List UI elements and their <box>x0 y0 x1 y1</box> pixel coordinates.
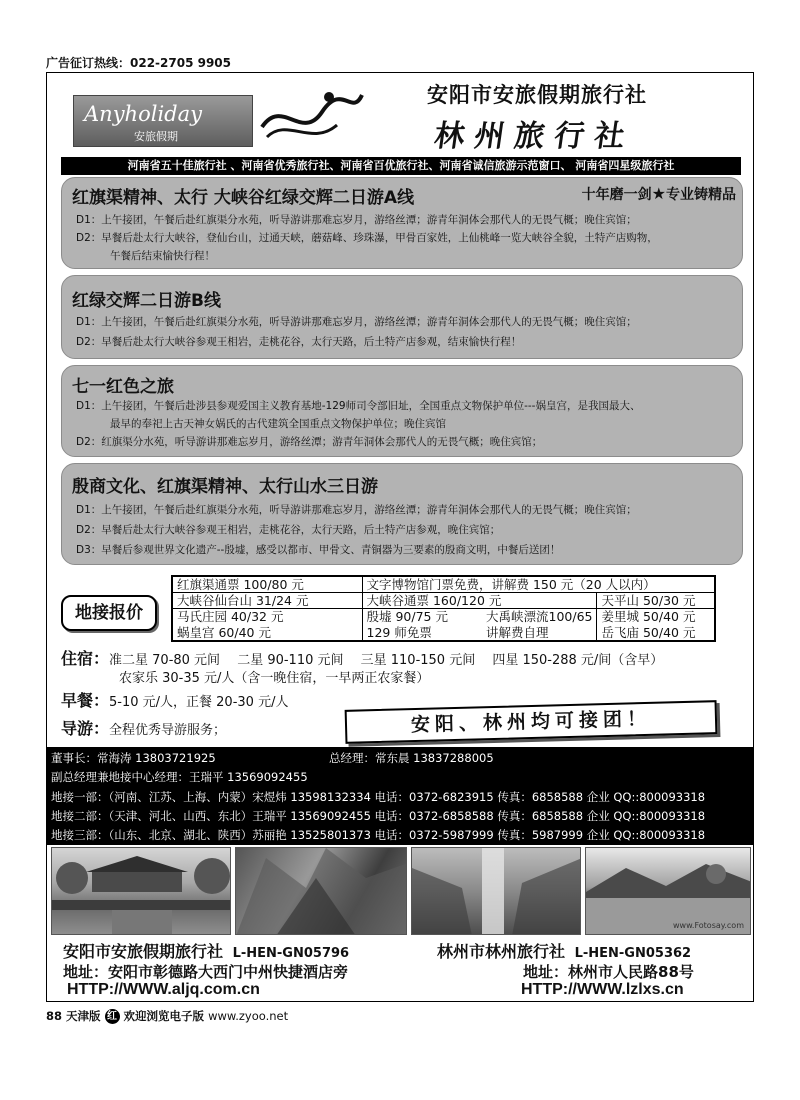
slogan-part-b: 专业铸精品 <box>666 187 736 203</box>
price-label: 地接报价 <box>61 595 157 631</box>
price-cell: 129 师免票 <box>362 625 482 641</box>
ad-frame <box>46 72 754 1002</box>
table-row <box>172 576 715 593</box>
runner-swoosh-icon <box>257 87 367 147</box>
footer-left-name <box>63 939 349 962</box>
price-cell: 马氏庄园 40/32 元 <box>172 609 362 625</box>
pickup-stamp: 安阳、林州均可接团！ <box>345 700 718 744</box>
route-a-day2-cont: 午餐后结束愉快行程！ <box>110 250 215 262</box>
route-3day-day1: D1：上午接团，午餐后赴红旗渠分水苑，听导游讲那难忘岁月，游络丝潭；游青年洞体会那代人的无畏气概；晚住宾馆； <box>76 504 637 516</box>
slogan-part-a: 十年磨一剑 <box>581 187 652 203</box>
photo-cliff <box>235 847 407 935</box>
guide-label: 导游： <box>61 719 110 738</box>
page-number: 88 天津版 <box>46 1009 101 1023</box>
price-cell: 红旗渠通票 100/80 元 <box>172 576 362 593</box>
route-b-box <box>61 275 743 359</box>
breakfast-text: 5-10 元/人，正餐 20-30 元/人 <box>109 695 289 710</box>
table-row <box>172 593 715 609</box>
lodging-label: 住宿： <box>61 649 110 668</box>
footer-left-address: 地址：安阳市彰德路大西门中州快捷酒店旁 <box>63 963 349 981</box>
star-icon: ★ <box>651 184 666 203</box>
agency-subtitle: 林州旅行社 <box>432 119 637 154</box>
price-cell: 大峡谷通票 160/120 元 <box>362 593 597 609</box>
route-red-title: 七一红色之旅 <box>72 377 174 397</box>
footer-right-agency: 林州市林州旅行社 <box>437 942 566 961</box>
photo-watermark: www.Fotosay.com <box>673 921 744 930</box>
price-cell: 大峡谷仙台山 31/24 元 <box>172 593 362 609</box>
table-row <box>172 609 715 625</box>
honors-banner: 河南省五十佳旅行社 、河南省优秀旅行社、河南省百优旅行社、河南省诚信旅游示范窗口、 河南省四星级旅行社 <box>61 157 741 175</box>
route-a-day1: D1：上午接团，午餐后赴红旗渠分水苑，听导游讲那难忘岁月，游络丝潭；游青年洞体会那代人的无畏气概；晚住宾馆； <box>76 214 637 226</box>
route-a-day2: D2：早餐后赴太行大峡谷，登仙台山，过通天峡，蘑菇峰、珍珠瀑，甲骨百家姓，上仙桃峰一览大峡谷全貌，土特产店购物， <box>76 232 658 244</box>
lodging-line1 <box>61 651 663 669</box>
photo-memorial-building <box>51 847 231 935</box>
route-red-day1: D1：上午接团，午餐后赴涉县参观爱国主义教育基地-129师司令部旧址，全国重点文物保护单位---娲皇宫，是我国最大、 <box>76 400 641 412</box>
price-cell: 蜗皇宫 60/40 元 <box>172 625 362 641</box>
price-cell: 岳飞庙 50/40 元 <box>597 625 715 641</box>
route-red-day1-cont: 最早的奉祀上古天神女娲氏的古代建筑全国重点文物保护单位；晚住宾馆 <box>110 418 446 430</box>
photo-lake <box>585 847 751 935</box>
footer-right-name <box>437 939 691 962</box>
guide-line <box>61 721 226 739</box>
footer-left-license: L-HEN-GN05796 <box>232 946 350 961</box>
footer-left-agency: 安阳市安旅假期旅行社 <box>63 942 224 961</box>
guide-text: 全程优秀导游服务； <box>109 723 227 738</box>
route-b-day2: D2：早餐后赴太行大峡谷参观王相岩，走桃花谷，太行天路，后土特产店参观，结束愉快行程！ <box>76 336 522 348</box>
route-3day-title: 殷商文化、红旗渠精神、太行山水三日游 <box>72 477 378 497</box>
price-cell: 大禹峡漂流100/65 <box>482 609 597 625</box>
dept1-contact: 地接一部：（河南、江苏、上海、内蒙）宋煜炜 13598132334 电话：0372-6823915 传真：6858588 企业 QQ::800093318 <box>51 790 706 804</box>
price-cell: 天平山 50/30 元 <box>597 593 715 609</box>
ad-hotline: 广告征订热线：022-2705 9905 <box>46 56 232 70</box>
price-cell: 讲解费自理 <box>482 625 597 641</box>
price-cell: 文字博物馆门票免费，讲解费 150 元（20 人以内） <box>362 576 715 593</box>
chairman-contact: 董事长：常海涛 13803721925 <box>51 751 216 765</box>
red-badge-icon: 红 <box>105 1009 120 1024</box>
route-3day-day2: D2：早餐后赴太行大峡谷参观王相岩，走桃花谷，太行天路，后土特产店参观，晚住宾馆； <box>76 524 501 536</box>
price-table <box>171 575 716 642</box>
route-3day-day3: D3：早餐后参观世界文化遗产--殷墟，感受以都市、甲骨文、青铜器为三要素的殷商文明，中餐后送团！ <box>76 544 561 556</box>
lodging-prices: 准二星 70-80 元间 二星 90-110 元间 三星 110-150 元间 四星 150-288 元/间（含早） <box>109 653 664 668</box>
footer-right-address: 地址：林州市人民路88号 <box>523 963 694 981</box>
page-footer-url[interactable]: www.zyoo.net <box>208 1009 289 1023</box>
dept3-contact: 地接三部：（山东、北京、湖北、陕西）苏丽艳 13525801373 电话：0372-5987999 传真：5987999 企业 QQ::800093318 <box>51 828 706 842</box>
contacts-block <box>47 747 753 845</box>
footer-right-url[interactable]: HTTP://WWW.lzlxs.cn <box>521 981 684 998</box>
route-3day-box <box>61 463 743 565</box>
lodging-line2: 农家乐 30-35 元/人（含一晚住宿，一早两正农家餐） <box>119 671 430 686</box>
route-a-box <box>61 177 743 269</box>
page-footer-text: 欢迎浏览电子版 <box>123 1009 205 1023</box>
route-a-title: 红旗渠精神、太行 大峡谷红绿交辉二日游A线 <box>72 188 415 208</box>
breakfast-label: 早餐： <box>61 691 110 710</box>
photo-waterfall <box>411 847 581 935</box>
footer-left-url[interactable]: HTTP://WWW.aljq.com.cn <box>67 981 260 998</box>
page-footer <box>46 1008 288 1024</box>
footer-right-license: L-HEN-GN05362 <box>574 946 692 961</box>
route-red-box <box>61 365 743 457</box>
price-cell: 殷墟 90/75 元 <box>362 609 482 625</box>
route-a-slogan <box>582 184 736 204</box>
route-b-day1: D1：上午接团，午餐后赴红旗渠分水苑，听导游讲那难忘岁月，游络丝潭；游青年洞体会那代人的无畏气概；晚住宾馆； <box>76 316 637 328</box>
agency-title: 安阳市安旅假期旅行社 <box>427 83 647 107</box>
price-cell: 姜里城 50/40 元 <box>597 609 715 625</box>
logo-text-en: Anyholiday <box>84 102 202 126</box>
dept2-contact: 地接二部：（天津、河北、山西、东北）王瑞平 13569092455 电话：0372-6858588 传真：6858588 企业 QQ::800093318 <box>51 809 706 823</box>
route-red-day2: D2：红旗渠分水苑，听导游讲那难忘岁月，游络丝潭；游青年洞体会那代人的无畏气概；晚住宾馆； <box>76 436 543 448</box>
table-row <box>172 625 715 641</box>
deputy-contact: 副总经理兼地接中心经理：王瑞平 13569092455 <box>51 770 308 784</box>
breakfast-line <box>61 693 288 711</box>
route-b-title: 红绿交辉二日游B线 <box>72 291 221 311</box>
anyholiday-logo <box>73 95 253 147</box>
gm-contact: 总经理：常东晨 13837288005 <box>329 751 494 765</box>
logo-text-cn: 安旅假期 <box>134 130 178 143</box>
